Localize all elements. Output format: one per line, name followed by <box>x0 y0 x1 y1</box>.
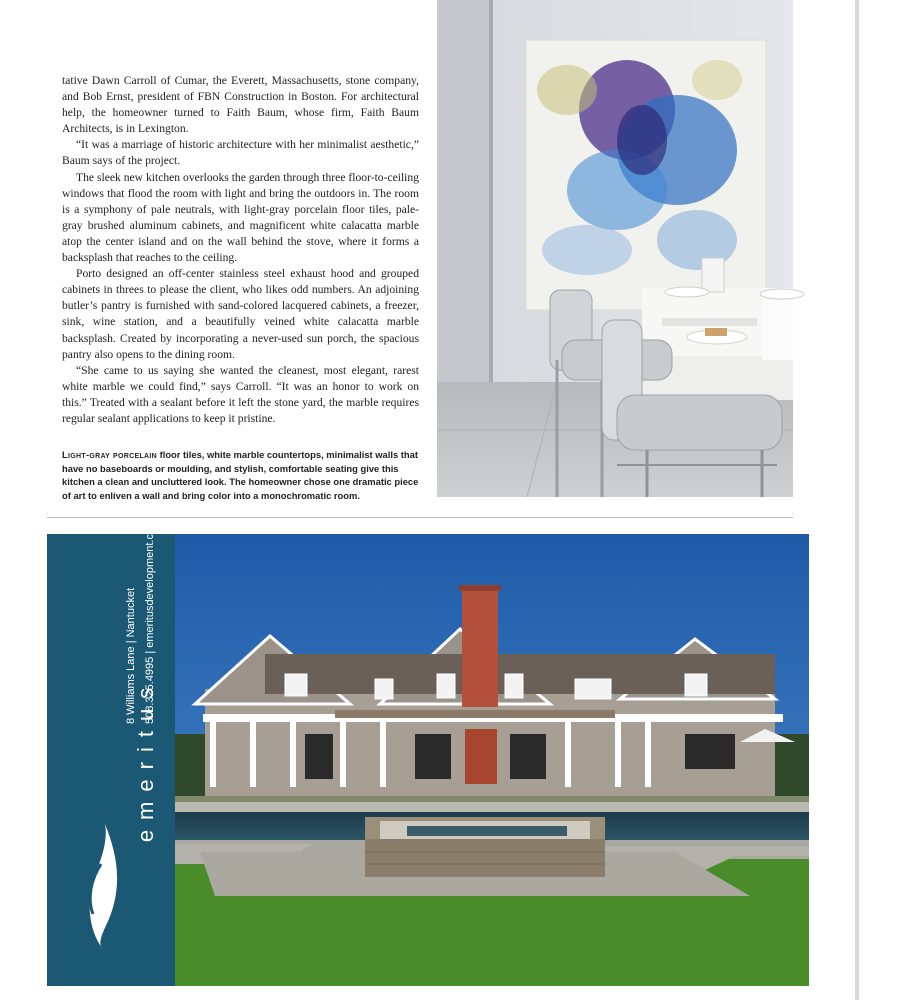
article-body <box>62 73 419 427</box>
kitchen-photo <box>437 0 793 497</box>
photo-caption <box>62 448 419 502</box>
section-divider <box>47 517 793 518</box>
house-photo <box>175 534 922 986</box>
caption-lead: Light-gray porcelain <box>62 449 157 460</box>
caption-text: floor tiles, white marble countertops, minimalist walls that have no baseboards or moulding, and stylish, comfortable seating give this kitchen a clean and uncluttered look. The homeowner chose one dramatic piece of art to enliven a wall and bring color into a monochromatic room. <box>62 449 419 501</box>
brand-name: emeritus <box>133 677 158 843</box>
photo-credit: photo: Tom Olcott <box>915 919 922 974</box>
emeritus-logo-icon <box>90 824 117 949</box>
ad-address: 8 Williams Lane | Nantucket <box>125 587 137 724</box>
article-paragraph: Porto designed an off-center stainless steel exhaust hood and grouped cabinets in threes to please the client, who likes odd numbers. An adjoining butler’s pantry is furnished with sand-colored lacquered cabinets, a freezer, sink, wine station, and a beautifully veined white calacatta marble backsplash. Created by incorporating a never-used sun porch, the spacious pantry also opens to the dining room. <box>62 267 419 361</box>
page-edge <box>855 0 859 1000</box>
ad-brand-panel <box>47 518 175 986</box>
emeritus-advertisement <box>47 518 922 986</box>
article-paragraph: “She came to us saying she wanted the cleanest, most elegant, rarest white marble we could find,” says Carroll. “It was an honor to work on this.” Treated with a sealant before it left the stone yard, the marble requires regular sealant applications to keep it pristine. <box>62 363 419 425</box>
article-paragraph: “It was a marriage of historic architecture with her minimalist aesthetic,” Baum says of the project. <box>62 138 419 168</box>
ad-contact[interactable]: 508.325.4995 | emeritusdevelopment.com <box>144 518 156 724</box>
article-paragraph: tative Dawn Carroll of Cumar, the Everett, Massachusetts, stone company, and Bob Ernst, president of FBN Construction in Boston. For architectural help, the homeowner turned to Faith Baum, whose firm, Faith Baum Architects, is in Lexington. <box>62 74 419 136</box>
article-paragraph: The sleek new kitchen overlooks the garden through three floor-to-ceiling windows that flood the room with light and bring the outdoors in. The room is a symphony of pale neutrals, with light-gray porcelain floor tiles, pale-gray brushed aluminum cabinets, and magnificent white calacatta marble atop the center island and on the wall behind the stove, where it forms a backsplash that reaches to the ceiling. <box>62 170 419 265</box>
